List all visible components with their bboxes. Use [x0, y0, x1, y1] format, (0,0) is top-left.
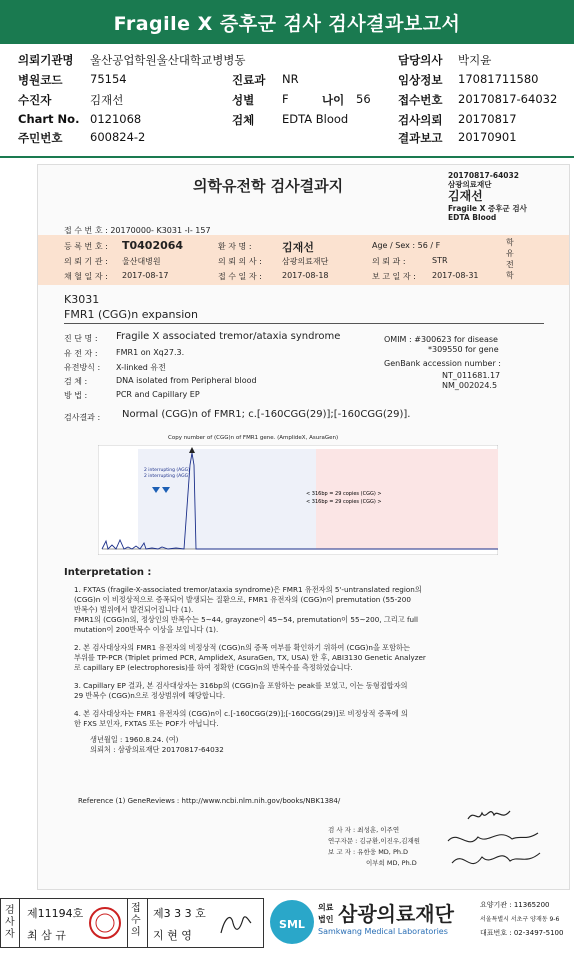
receiver-signature [215, 907, 255, 941]
scanned-report [37, 164, 570, 890]
id-number-value: 600824-2 [90, 130, 146, 144]
assay-name: FMR1 (CGG)n expansion [64, 308, 199, 321]
signatures [328, 825, 420, 869]
stamp-no: 20170817-64032 [448, 171, 519, 180]
diag-value: Fragile X associated tremor/ataxia syndrome [116, 331, 341, 342]
stamp-block [448, 171, 527, 222]
req-doc-value: 삼광의료재단 [282, 257, 329, 266]
chart-no-label: Chart No. [18, 112, 80, 126]
facility-code: 요양기관 : 11365200 [480, 901, 550, 909]
diag-label: 진 단 명 : [64, 334, 98, 343]
req-org-label: 의 뢰 기 관 : [64, 257, 108, 266]
stamp-name: 김재선 [448, 189, 483, 203]
official-seal [87, 905, 123, 941]
hospital-code-value: 75154 [90, 72, 127, 86]
tester-box [0, 898, 264, 948]
sex-value: F [282, 92, 289, 106]
interp-2c: 로 capillary EP (electrophoresis)를 하여 정확한 (CGG)n의 반복수를 측정하였습니다. [74, 663, 353, 672]
tester-license: 제11194호 [27, 907, 84, 920]
clinical-value: 17081711580 [458, 72, 539, 86]
age-label: 나이 [322, 93, 345, 107]
req-doc-label: 의 뢰 의 사 : [218, 257, 262, 266]
interp-2b: 부위를 TP-PCR (Triplet primed PCR, AmplideX, AsuraGen, TX, USA) 한 후, ABI3130 Genetic Analyzer [74, 653, 426, 662]
org-phone: 대표번호 : 02-3497-5100 [480, 929, 564, 937]
arrow-label-2: 2 interrupting (AGG) [144, 474, 190, 479]
interpretation-text [74, 585, 426, 755]
specimen2-label: 검 체 : [64, 377, 88, 386]
stamp-test: Fragile X 증후군 검사 [448, 204, 527, 213]
receipt-value: 20170817-64032 [458, 92, 558, 106]
org-address: 서울특별시 서초구 양재동 9-6 [480, 916, 560, 923]
legend-line-1: < 316bp = 29 copies (CGG) > [306, 491, 382, 497]
pname-label: 환 자 명 : [218, 242, 252, 251]
dept-label: 진료과 [232, 73, 266, 87]
gene-label: 유 전 자 : [64, 349, 98, 358]
receiver-vertical-label: 접수의 [131, 903, 141, 938]
recv-value: 2017-08-18 [282, 271, 329, 280]
chart-no-value: 0121068 [90, 112, 142, 126]
interp-4b: 한 FXS 보인자, FXTAS 또는 POF가 아닙니다. [74, 719, 219, 728]
nm-accession: NM_002024.5 [442, 381, 498, 390]
request-org: 의뢰처 : 삼광의료재단 20170817-64032 [90, 745, 224, 754]
recv-label: 접 수 일 자 : [218, 272, 262, 281]
doctor-value: 박지윤 [458, 53, 492, 67]
interp-1d: FMR1의 (CGG)n의, 정상인의 반복수는 5~44, grayzone이 45~54, premutation이 55~200, 그리고 full [74, 615, 419, 624]
reg-value: T0402064 [122, 239, 184, 252]
interp-3b: 29 반복수 (CGG)n으로 정상범위에 해당합니다. [74, 691, 226, 700]
report-date-value: 20170901 [458, 130, 517, 144]
stamp-spec: EDTA Blood [448, 213, 497, 222]
birth-date: 생년월일 : 1960.8.24. (여) [90, 735, 179, 744]
org-type-2: 법인 [318, 915, 334, 924]
sml-logo [268, 898, 316, 946]
reference: Reference (1) GeneReviews : http://www.ncbi.nlm.nih.gov/books/NBK1384/ [78, 797, 341, 805]
handwritten-signatures [438, 801, 548, 881]
omim-gene: *309550 for gene [428, 345, 499, 354]
reg-label: 등 록 번 호 : [64, 242, 108, 251]
patient-label: 수진자 [18, 93, 52, 107]
stamp-org: 삼광의료재단 [448, 180, 492, 189]
method-label: 방 법 : [64, 391, 88, 400]
sig-tester: 검 사 자 : 최성훈, 이주연 [328, 826, 400, 834]
normal-range-region [138, 449, 316, 549]
specimen-label: 검체 [232, 113, 255, 127]
report-date-label: 결과보고 [398, 131, 443, 145]
nt-accession: NT_011681.17 [442, 371, 501, 380]
omim: OMIM : #300623 for disease [384, 335, 498, 344]
sig-advisor: 연구자문 : 김규환,이진우,김재원 [328, 837, 421, 845]
interp-3a: 3. Capillary EP 결과, 본 검사대상자는 316bp의 (CGG)n을 포함하는 peak를 보였고, 이는 동형접합자의 [74, 681, 408, 690]
result-label: 검사결과 : [64, 413, 101, 422]
interpretation-title: Interpretation : [64, 567, 152, 578]
side-label: 학유전학 [506, 238, 514, 280]
dept2-label: 의 뢰 과 : [372, 257, 406, 266]
institution-label: 의뢰기관명 [18, 53, 74, 67]
clinical-label: 임상정보 [398, 73, 443, 87]
interp-1b: (CGG)n 이 비정상적으로 증폭되어 발생되는 질환으로, FMR1 유전자의 (CGG)n이 premutation (55-200 [74, 595, 411, 604]
patient-info-block [0, 46, 574, 154]
request-value: 20170817 [458, 112, 517, 126]
divider [0, 156, 574, 158]
inheritance-label: 유전방식 : [64, 363, 101, 372]
doctor-label: 담당의사 [398, 53, 443, 67]
institution-value: 울산공업학원울산대학교병병동 [90, 53, 246, 67]
inheritance-value: X-linked 유전 [116, 363, 166, 372]
interp-1c: 반복수) 범위에서 발견되어집니다 (1). [74, 605, 194, 614]
org-name: 삼광의료재단 [338, 902, 454, 926]
collect-value: 2017-08-17 [122, 271, 169, 280]
specimen2-value: DNA isolated from Peripheral blood [116, 376, 257, 385]
rep-label: 보 고 일 자 : [372, 272, 416, 281]
interp-1e: mutation이 200반복수 이상을 보입니다 (1). [74, 625, 219, 634]
sig-reporter: 보 고 자 : 유한웅 MD, Ph.D [328, 848, 409, 856]
interp-4a: 4. 본 검사대상자는 FMR1 유전자의 (CGG)n이 c.[-160CGG(29)];[-160CGG(29)]로 비정상적 증폭에 의 [74, 709, 408, 718]
interp-2a: 2. 본 검사대상자의 FMR1 유전자의 비정상적 (CGG)n의 증폭 여부를 확인하기 위하여 (CGG)n을 포함하는 [74, 643, 410, 652]
scan-title: 의학유전학 검사결과지 [193, 177, 344, 195]
genbank: GenBank accession number : [384, 359, 501, 368]
chart-caption: Copy number of (CGG)n of FMR1 gene. (AmplideX, AsuraGen) [168, 435, 339, 441]
rule [64, 323, 544, 324]
report-title: Fragile X 증후군 검사 검사결과보고서 [113, 12, 461, 35]
age-value: 56 [356, 92, 371, 106]
sml-logo-text: SML [279, 918, 305, 931]
interp-1a: 1. FXTAS (fragile-X-associated tremor/ataxia syndrome)은 FMR1 유전자의 5'-untranslated region의 [74, 585, 422, 594]
org-english: Samkwang Medical Laboratories [318, 927, 448, 936]
hospital-code-label: 병원코드 [18, 73, 63, 87]
receiver-name: 지 현 영 [153, 929, 192, 942]
org-type-1: 의료 [318, 903, 334, 912]
receipt-label: 접수번호 [398, 93, 443, 107]
req-org-value: 울산대병원 [122, 257, 161, 266]
result-value: Normal (CGG)n of FMR1; c.[-160CGG(29)];[-160CGG(29)]. [122, 409, 411, 420]
dept-value: NR [282, 72, 299, 86]
gene-value: FMR1 on Xq27.3. [116, 348, 185, 357]
receiver-license: 제3 3 3 호 [153, 907, 206, 920]
id-number-label: 주민번호 [18, 131, 63, 145]
method-value: PCR and Capillary EP [116, 390, 200, 399]
receipt-line: 접 수 번 호 : 20170000- K3031 -I- 157 [64, 226, 211, 235]
tester-vertical-label: 검사자 [5, 905, 15, 940]
rep-value: 2017-08-31 [432, 271, 479, 280]
test-code: K3031 [64, 293, 100, 306]
tester-name: 최 삼 규 [27, 929, 66, 942]
specimen-value: EDTA Blood [282, 112, 349, 126]
patient-value: 김재선 [90, 93, 124, 107]
sig-reporter-2: 이부희 MD, Ph.D [366, 859, 417, 867]
dept2-value: STR [432, 256, 448, 265]
legend-line-2: < 316bp = 29 copies (CGG) > [306, 499, 382, 505]
request-label: 검사의뢰 [398, 113, 443, 127]
age-sex: Age / Sex : 56 / F [372, 241, 441, 250]
arrow-label-1: 2 interrupting (AGG) [144, 468, 190, 473]
report-title-bar [0, 0, 574, 44]
footer [0, 892, 574, 957]
pname-value: 김재선 [282, 241, 314, 254]
capillary-ep-trace [98, 445, 498, 555]
collect-label: 채 혈 일 자 : [64, 272, 108, 281]
sex-label: 성별 [232, 93, 255, 107]
